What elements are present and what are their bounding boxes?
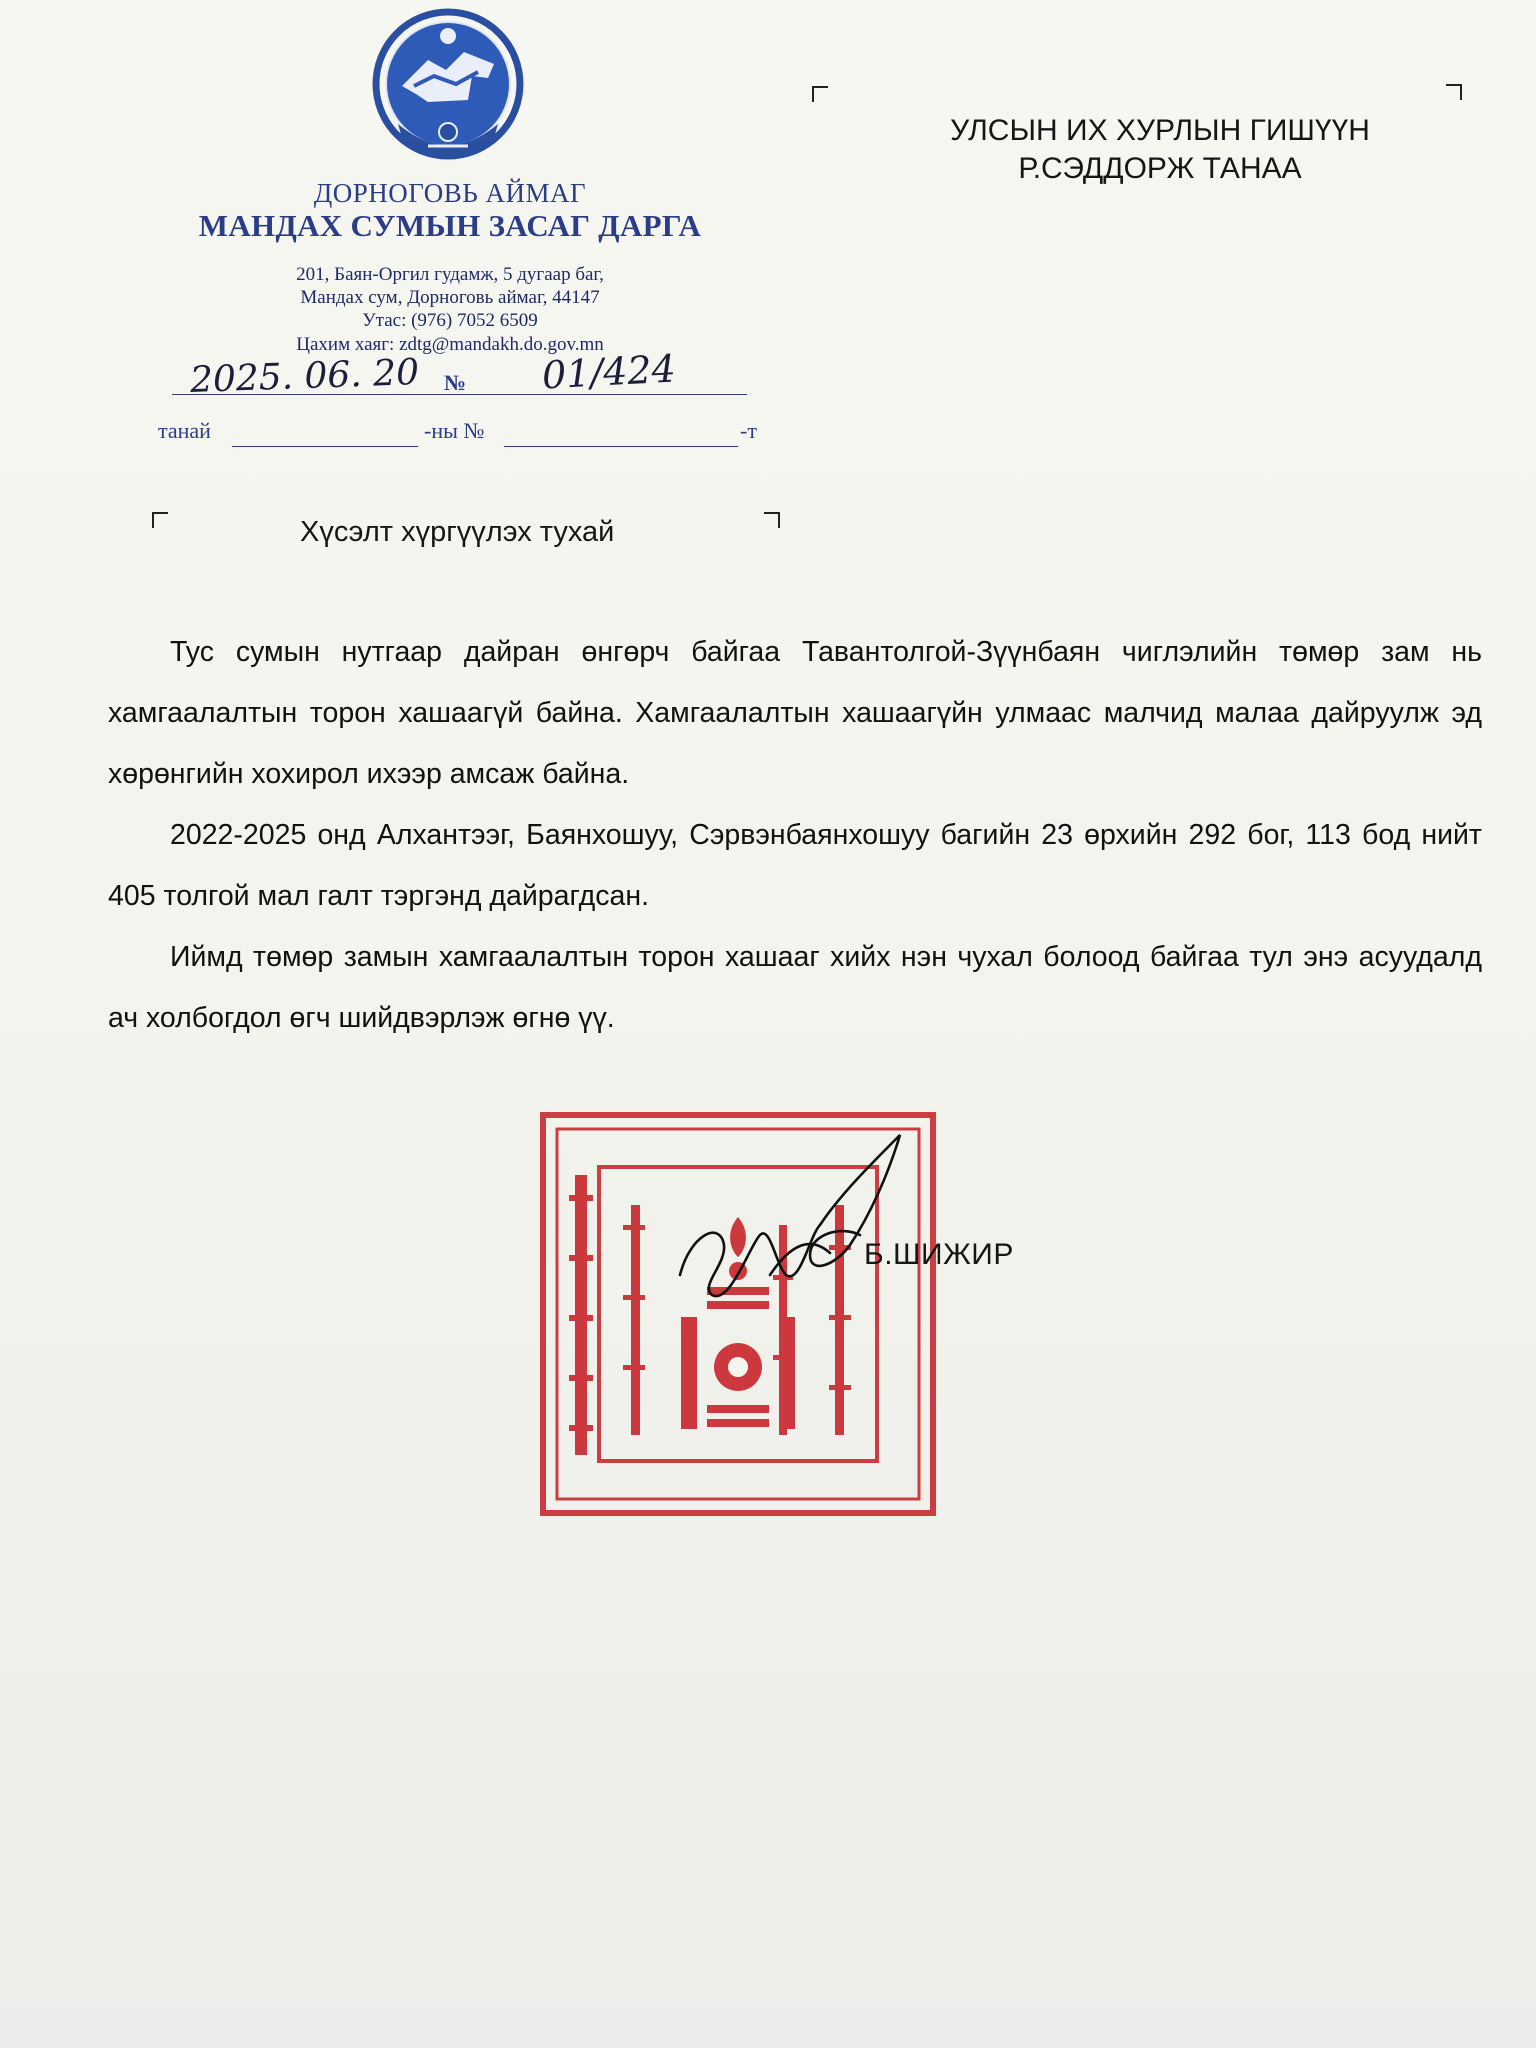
body-paragraph-3: Иймд төмөр замын хамгаалалтын торон хашааг хийх нэн чухал болоод байгаа тул энэ асуудалд ач холбогдол өгч шийдвэрлэж өгнө үү. — [108, 941, 1482, 1034]
addressee-line2: Р.СЭДДОРЖ ТАНАА — [1018, 152, 1302, 185]
ref-suffix: -т — [740, 418, 757, 443]
letterhead-email: Цахим хаяг: zdtg@mandakh.do.gov.mn — [296, 334, 604, 355]
ref-prefix: танай — [158, 418, 211, 443]
state-emblem — [368, 6, 528, 178]
letter-body — [108, 622, 1482, 1049]
body-paragraph-2: 2022-2025 онд Алхантээг, Баянхошуу, Сэрвэнбаянхошуу багийн 23 өрхийн 292 бог, 113 бод нийт 405 толгой мал галт тэргэнд дайрагдсан. — [108, 819, 1482, 912]
ref-middle: -ны № — [424, 418, 485, 443]
addressee-corner-left — [812, 86, 828, 102]
addressee-line1: УЛСЫН ИХ ХУРЛЫН ГИШҮҮН — [950, 114, 1370, 147]
letterhead-phone: Утас: (976) 7052 6509 — [362, 310, 538, 331]
number-label: № — [444, 370, 467, 395]
letterhead-address-line2: Мандах сум, Дорноговь аймаг, 44147 — [300, 287, 600, 308]
ref-blank-1 — [232, 446, 418, 447]
body-paragraph-1: Тус сумын нутгаар дайран өнгөрч байгаа Тавантолгой-Зүүнбаян чиглэлийн төмөр зам нь хамгаалалтын торон хашаагүй байна. Хамгаалалтын хашаагүйн улмаас малчид малаа дайруулж эд хөрөнгийн хохирол ихээр амсаж байна. — [108, 636, 1482, 790]
subject: Хүсэлт хүргүүлэх тухай — [300, 516, 615, 548]
date-number-row — [172, 346, 747, 401]
letterhead-address-line1: 201, Баян-Оргил гудамж, 5 дугаар баг, — [296, 264, 604, 285]
handwritten-date: 2025. 06. 20 — [189, 352, 420, 401]
ref-blank-2 — [504, 446, 738, 447]
subject-corner-right — [764, 512, 780, 528]
handwritten-number: 01/424 — [540, 346, 677, 398]
addressee-corner-right — [1446, 84, 1462, 100]
subject-corner-left — [152, 512, 168, 528]
letterhead-aimag: ДОРНОГОВЬ АЙМАГ — [313, 178, 587, 208]
handwritten-signature — [660, 1125, 960, 1325]
letterhead-office: МАНДАХ СУМЫН ЗАСАГ ДАРГА — [198, 208, 702, 243]
addressee — [860, 112, 1460, 188]
signer-name: Б.ШИЖИР — [864, 1238, 1014, 1271]
reference-row — [158, 418, 778, 452]
